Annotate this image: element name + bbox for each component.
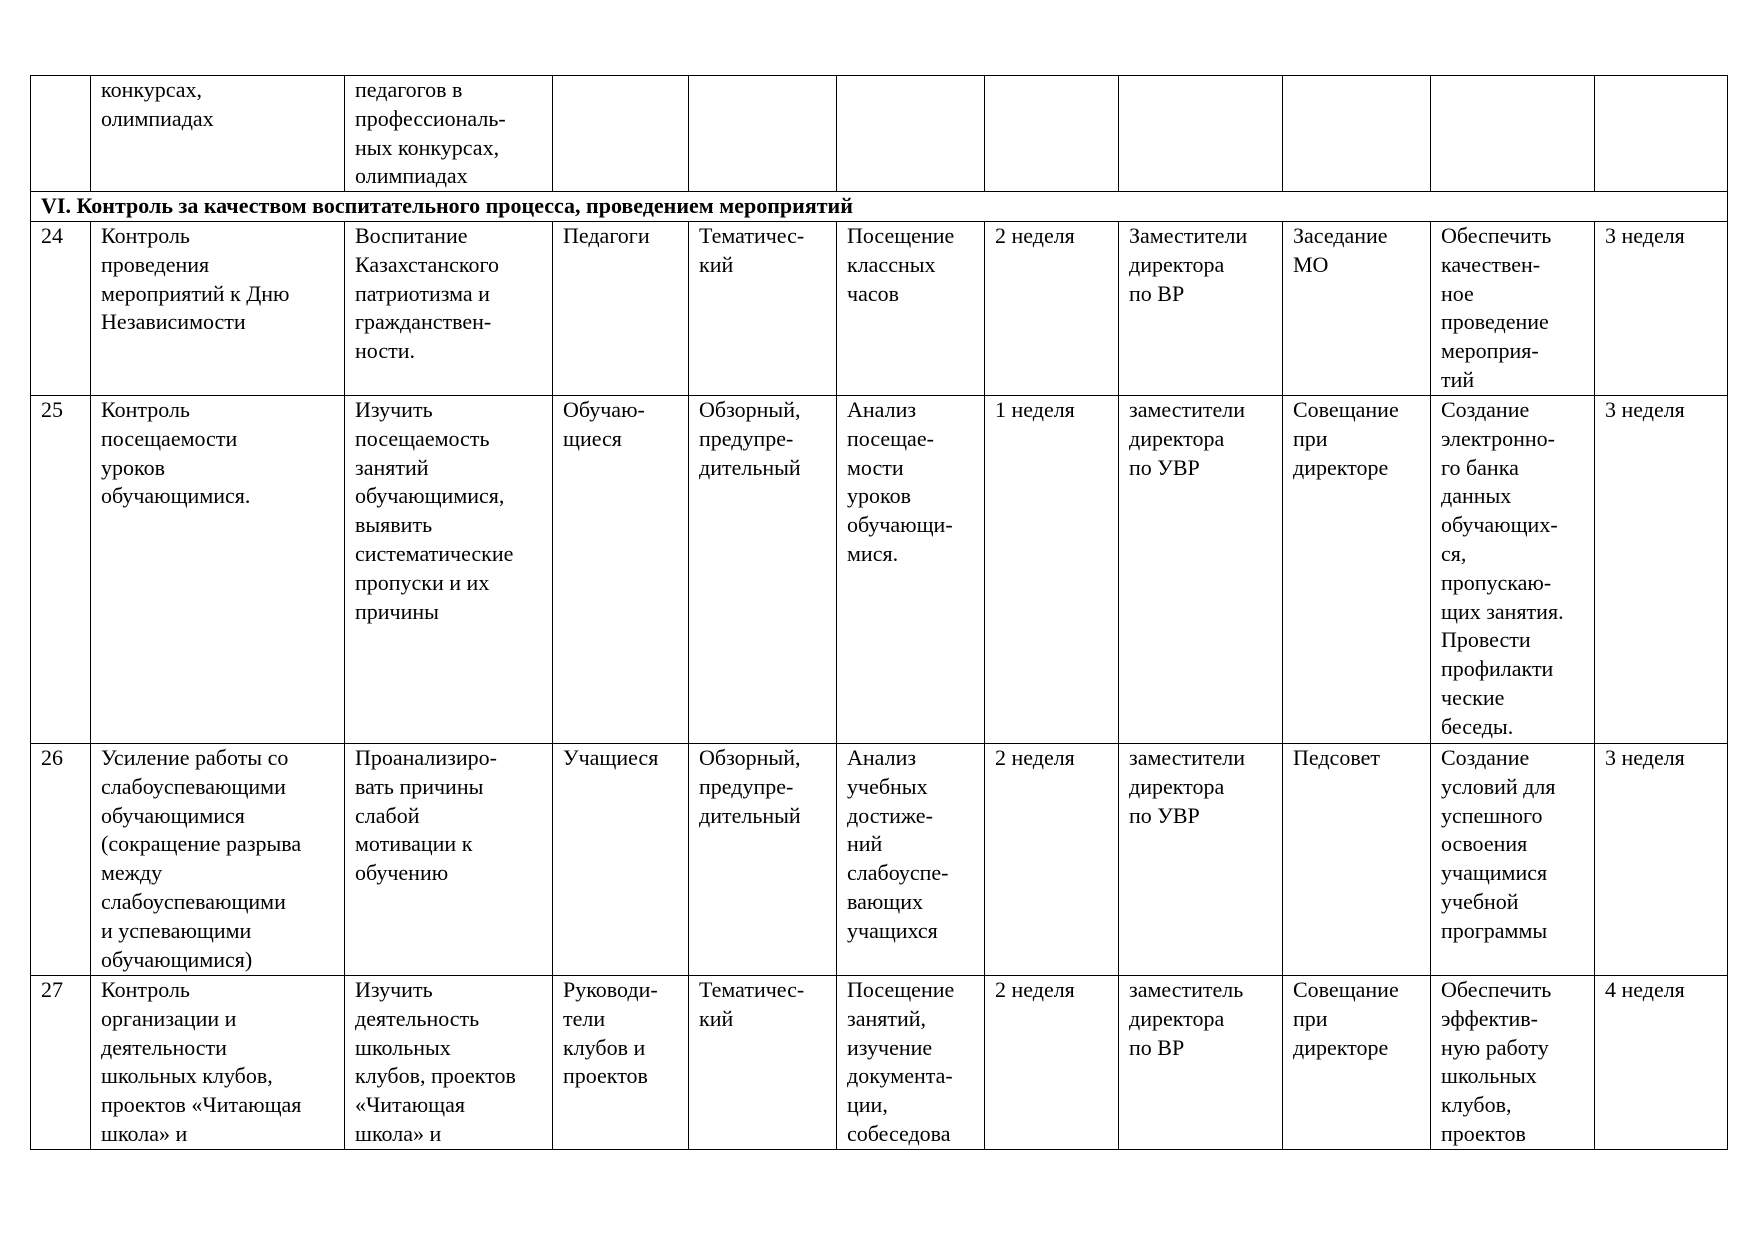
table-row [31, 76, 1728, 192]
cell-type [689, 76, 837, 192]
cell-num: 26 [31, 743, 91, 975]
cell-summary: Совещание при директоре [1283, 975, 1431, 1149]
cell-name: конкурсах, олимпиадах [91, 76, 345, 192]
cell-object: Руководи- тели клубов и проектов [553, 975, 689, 1149]
cell-responsible: Заместители директора по ВР [1119, 221, 1283, 395]
table-row [31, 221, 1728, 395]
cell-name: Контроль посещаемости уроков обучающимися. [91, 395, 345, 743]
cell-goal: Проанализиро- вать причины слабой мотивации к обучению [345, 743, 553, 975]
cell-responsible: заместители директора по УВР [1119, 743, 1283, 975]
cell-method: Анализ учебных достиже- ний слабоуспе- вающих учащихся [837, 743, 985, 975]
cell-decision [1431, 76, 1595, 192]
cell-num: 24 [31, 221, 91, 395]
cell-object: Педагоги [553, 221, 689, 395]
cell-name: Усиление работы со слабоуспевающими обучающимися (сокращение разрыва между слабоуспевающими и успевающими обучающимися) [91, 743, 345, 975]
table-row [31, 743, 1728, 975]
cell-decision: Обеспечить эффектив- ную работу школьных клубов, проектов [1431, 975, 1595, 1149]
cell-method: Посещение занятий, изучение документа- ции, собеседова [837, 975, 985, 1149]
control-plan-table [30, 75, 1728, 1150]
cell-num: 27 [31, 975, 91, 1149]
table-row [31, 395, 1728, 743]
table-row [31, 975, 1728, 1149]
cell-repeat: 3 неделя [1595, 221, 1728, 395]
cell-time: 2 неделя [985, 221, 1119, 395]
cell-responsible: заместитель директора по ВР [1119, 975, 1283, 1149]
cell-type: Обзорный, предупре- дительный [689, 743, 837, 975]
section-title: VI. Контроль за качеством воспитательного процесса, проведением мероприятий [31, 192, 1728, 222]
cell-num: 25 [31, 395, 91, 743]
cell-decision: Создание электронно- го банка данных обучающих- ся, пропускаю- щих занятия. Провести профилакти ческие беседы. [1431, 395, 1595, 743]
cell-decision: Создание условий для успешного освоения учащимися учебной программы [1431, 743, 1595, 975]
cell-method [837, 76, 985, 192]
cell-time: 2 неделя [985, 975, 1119, 1149]
section-row [31, 192, 1728, 222]
cell-summary: Заседание МО [1283, 221, 1431, 395]
cell-repeat: 3 неделя [1595, 395, 1728, 743]
cell-responsible [1119, 76, 1283, 192]
cell-repeat [1595, 76, 1728, 192]
cell-goal: Изучить деятельность школьных клубов, проектов «Читающая школа» и [345, 975, 553, 1149]
cell-type: Тематичес- кий [689, 221, 837, 395]
cell-decision: Обеспечить качествен- ное проведение мероприя- тий [1431, 221, 1595, 395]
cell-object: Учащиеся [553, 743, 689, 975]
cell-summary [1283, 76, 1431, 192]
cell-time: 1 неделя [985, 395, 1119, 743]
cell-goal: Воспитание Казахстанского патриотизма и гражданствен- ности. [345, 221, 553, 395]
cell-repeat: 3 неделя [1595, 743, 1728, 975]
cell-goal: педагогов в профессиональ- ных конкурсах, олимпиадах [345, 76, 553, 192]
cell-time [985, 76, 1119, 192]
cell-time: 2 неделя [985, 743, 1119, 975]
cell-repeat: 4 неделя [1595, 975, 1728, 1149]
cell-name: Контроль проведения мероприятий к Дню Независимости [91, 221, 345, 395]
cell-method: Анализ посещае- мости уроков обучающи- мися. [837, 395, 985, 743]
cell-object: Обучаю- щиеся [553, 395, 689, 743]
cell-object [553, 76, 689, 192]
cell-goal: Изучить посещаемость занятий обучающимися, выявить систематические пропуски и их причины [345, 395, 553, 743]
cell-type: Тематичес- кий [689, 975, 837, 1149]
cell-summary: Педсовет [1283, 743, 1431, 975]
cell-method: Посещение классных часов [837, 221, 985, 395]
cell-responsible: заместители директора по УВР [1119, 395, 1283, 743]
cell-summary: Совещание при директоре [1283, 395, 1431, 743]
cell-type: Обзорный, предупре- дительный [689, 395, 837, 743]
cell-num [31, 76, 91, 192]
cell-name: Контроль организации и деятельности школьных клубов, проектов «Читающая школа» и [91, 975, 345, 1149]
